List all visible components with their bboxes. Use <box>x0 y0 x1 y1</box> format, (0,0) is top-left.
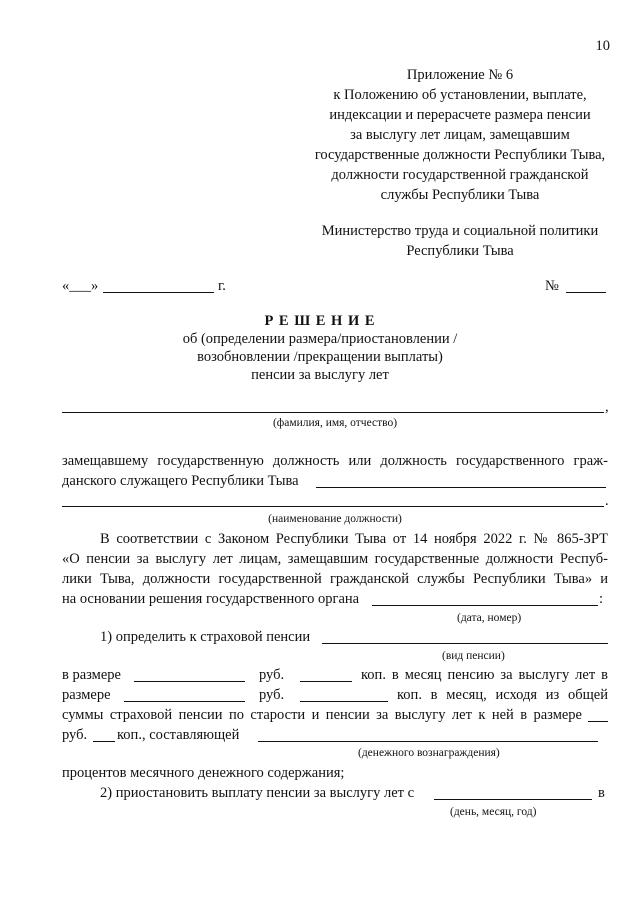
appendix-line: государственные должности Республики Тыва, <box>314 147 606 163</box>
date-month-blank <box>103 292 214 293</box>
item2-suffix: в <box>598 785 605 801</box>
total-kop-blank <box>93 741 115 742</box>
position-line-1: замещавшему государственную должность или должность государственного граж- <box>62 453 608 469</box>
basis-caption: (дата, номер) <box>457 612 522 624</box>
size-rub-blank <box>124 701 245 702</box>
amount-kop-blank <box>300 681 352 682</box>
item1-line4: суммы страховой пенсии по старости и пенсии за выслугу лет к ней в размере <box>62 707 582 723</box>
appendix-line: должности государственной гражданской <box>331 167 589 183</box>
position-blank-1 <box>316 487 606 488</box>
suspend-date-caption: (день, месяц, год) <box>450 806 537 818</box>
decision-title: Р Е Ш Е Н И Е <box>264 313 376 329</box>
item1-line5-rest: коп., составляющей <box>117 727 240 743</box>
position-blank-2 <box>62 506 604 507</box>
basis-line-1: В соответствии с Законом Республики Тыва от 14 ноября 2022 г. № 865-ЗРТ <box>100 531 608 547</box>
remuneration-blank <box>258 741 598 742</box>
decision-subtitle-2: возобновлении /прекращении выплаты) <box>197 349 443 365</box>
basis-line-3: лики Тыва, должности государственной гражданской службы Республики Тыва» и <box>62 571 608 587</box>
rub-label-3: руб. <box>62 727 88 743</box>
total-rub-blank <box>588 721 608 722</box>
position-dot: . <box>605 493 609 509</box>
pension-type-blank <box>322 643 608 644</box>
page-number: 10 <box>595 38 610 54</box>
item1-line6: процентов месячного денежного содержания; <box>62 765 345 781</box>
item1-size-label: размере <box>62 687 111 703</box>
appendix-title: Приложение № 6 <box>406 67 514 83</box>
rub-label: руб. <box>259 667 285 683</box>
amount-rub-blank <box>134 681 245 682</box>
position-caption: (наименование должности) <box>268 513 402 525</box>
position-line-2: данского служащего Республики Тыва <box>62 473 299 489</box>
item2-text: 2) приостановить выплату пенсии за выслугу лет с <box>100 785 415 801</box>
appendix-line: к Положению об установлении, выплате, <box>333 87 587 103</box>
ministry-name: Министерство труда и социальной политики <box>321 223 599 239</box>
number-blank <box>566 292 606 293</box>
rub-label-2: руб. <box>259 687 285 703</box>
item1-line3-rest: коп. в месяц, исходя из общей <box>397 687 608 703</box>
fio-comma: , <box>605 399 609 415</box>
decision-subtitle-3: пенсии за выслугу лет <box>251 367 389 383</box>
number-label: № <box>545 278 559 294</box>
appendix-line: службы Республики Тыва <box>380 187 540 203</box>
fio-blank <box>62 412 604 413</box>
appendix-line: индексации и перерасчете размера пенсии <box>329 107 591 123</box>
item1-amount-label: в размере <box>62 667 121 683</box>
remuneration-caption: (денежного вознаграждения) <box>358 747 500 759</box>
suspend-date-blank <box>434 799 592 800</box>
item1-text: 1) определить к страховой пенсии <box>100 629 311 645</box>
basis-organ-blank <box>372 605 598 606</box>
appendix-line: за выслугу лет лицам, замещавшим <box>350 127 570 143</box>
basis-line-4: на основании решения государственного органа <box>62 591 360 607</box>
basis-colon: : <box>599 591 604 607</box>
size-kop-blank <box>300 701 388 702</box>
ministry-region: Республики Тыва <box>406 243 514 259</box>
decision-subtitle-1: об (определении размера/приостановлении / <box>182 331 458 347</box>
pension-type-caption: (вид пенсии) <box>442 650 505 662</box>
basis-line-2: «О пенсии за выслугу лет лицам, замещавшим государственные должности Респуб- <box>62 551 608 567</box>
item1-line2-rest: коп. в месяц пенсию за выслугу лет в <box>361 667 608 683</box>
date-year-suffix: г. <box>218 278 226 294</box>
fio-caption: (фамилия, имя, отчество) <box>272 417 398 429</box>
date-day-field: «___» <box>62 278 99 294</box>
